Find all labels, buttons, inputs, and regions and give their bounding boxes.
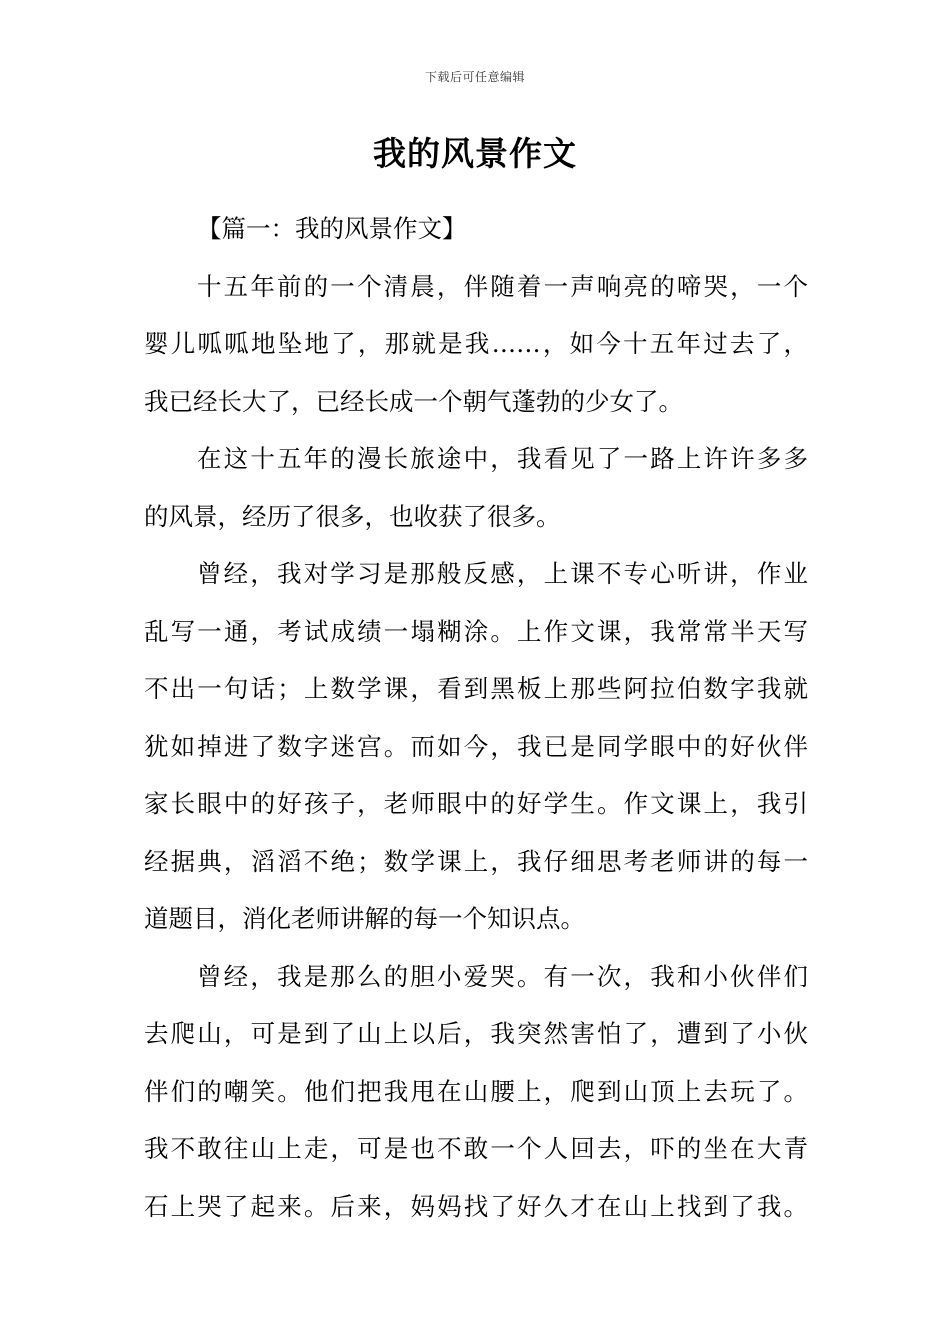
paragraph [144,430,808,545]
paragraph [144,545,808,948]
paragraph [144,258,808,431]
text-line: 道题目，消化老师讲解的每一个知识点。 [144,904,585,933]
text-line: 十五年前的一个清晨，伴随着一声响亮的啼哭，一个 [197,271,808,301]
text-line: 曾经，我是那么的胆小爱哭。有一次，我和小伙伴们 [197,961,808,991]
text-line: 婴儿呱呱地坠地了，那就是我……，如今十五年过去了， [144,329,808,358]
text-line: 伴们的嘲笑。他们把我甩在山腰上，爬到山顶上去玩了。 [144,1076,808,1106]
text-line: 去爬山，可是到了山上以后，我突然害怕了，遭到了小伙 [144,1019,808,1048]
paragraph [144,948,808,1236]
document-body [144,200,808,1235]
text-line: 乱写一通，考试成绩一塌糊涂。上作文课，我常常半天写 [144,616,808,646]
text-line: 在这十五年的漫长旅途中，我看见了一路上许许多多 [197,444,808,473]
page-header-note: 下载后可任意编辑 [424,70,525,84]
text-line: 犹如掉进了数字迷宫。而如今，我已是同学眼中的好伙伴 [144,731,808,761]
document-title: 我的风景作文 [373,134,577,173]
text-line: 的风景，经历了很多，也收获了很多。 [144,501,561,531]
text-line: 曾经，我对学习是那般反感，上课不专心听讲，作业 [197,559,808,588]
text-line: 我不敢往山上走，可是也不敢一个人回去，吓的坐在大青 [144,1134,808,1163]
text-line: 我已经长大了，已经长成一个朝气蓬勃的少女了。 [144,386,683,416]
text-line: 石上哭了起来。后来，妈妈找了好久才在山上找到了我。 [144,1191,808,1221]
text-line: 家长眼中的好孩子，老师眼中的好学生。作文课上，我引 [144,789,808,818]
text-line: 经据典，滔滔不绝；数学课上，我仔细思考老师讲的每一 [144,846,808,876]
section-heading: 【篇一：我的风景作文】 [197,214,467,243]
text-line: 不出一句话；上数学课，看到黑板上那些阿拉伯数字我就 [144,674,808,703]
